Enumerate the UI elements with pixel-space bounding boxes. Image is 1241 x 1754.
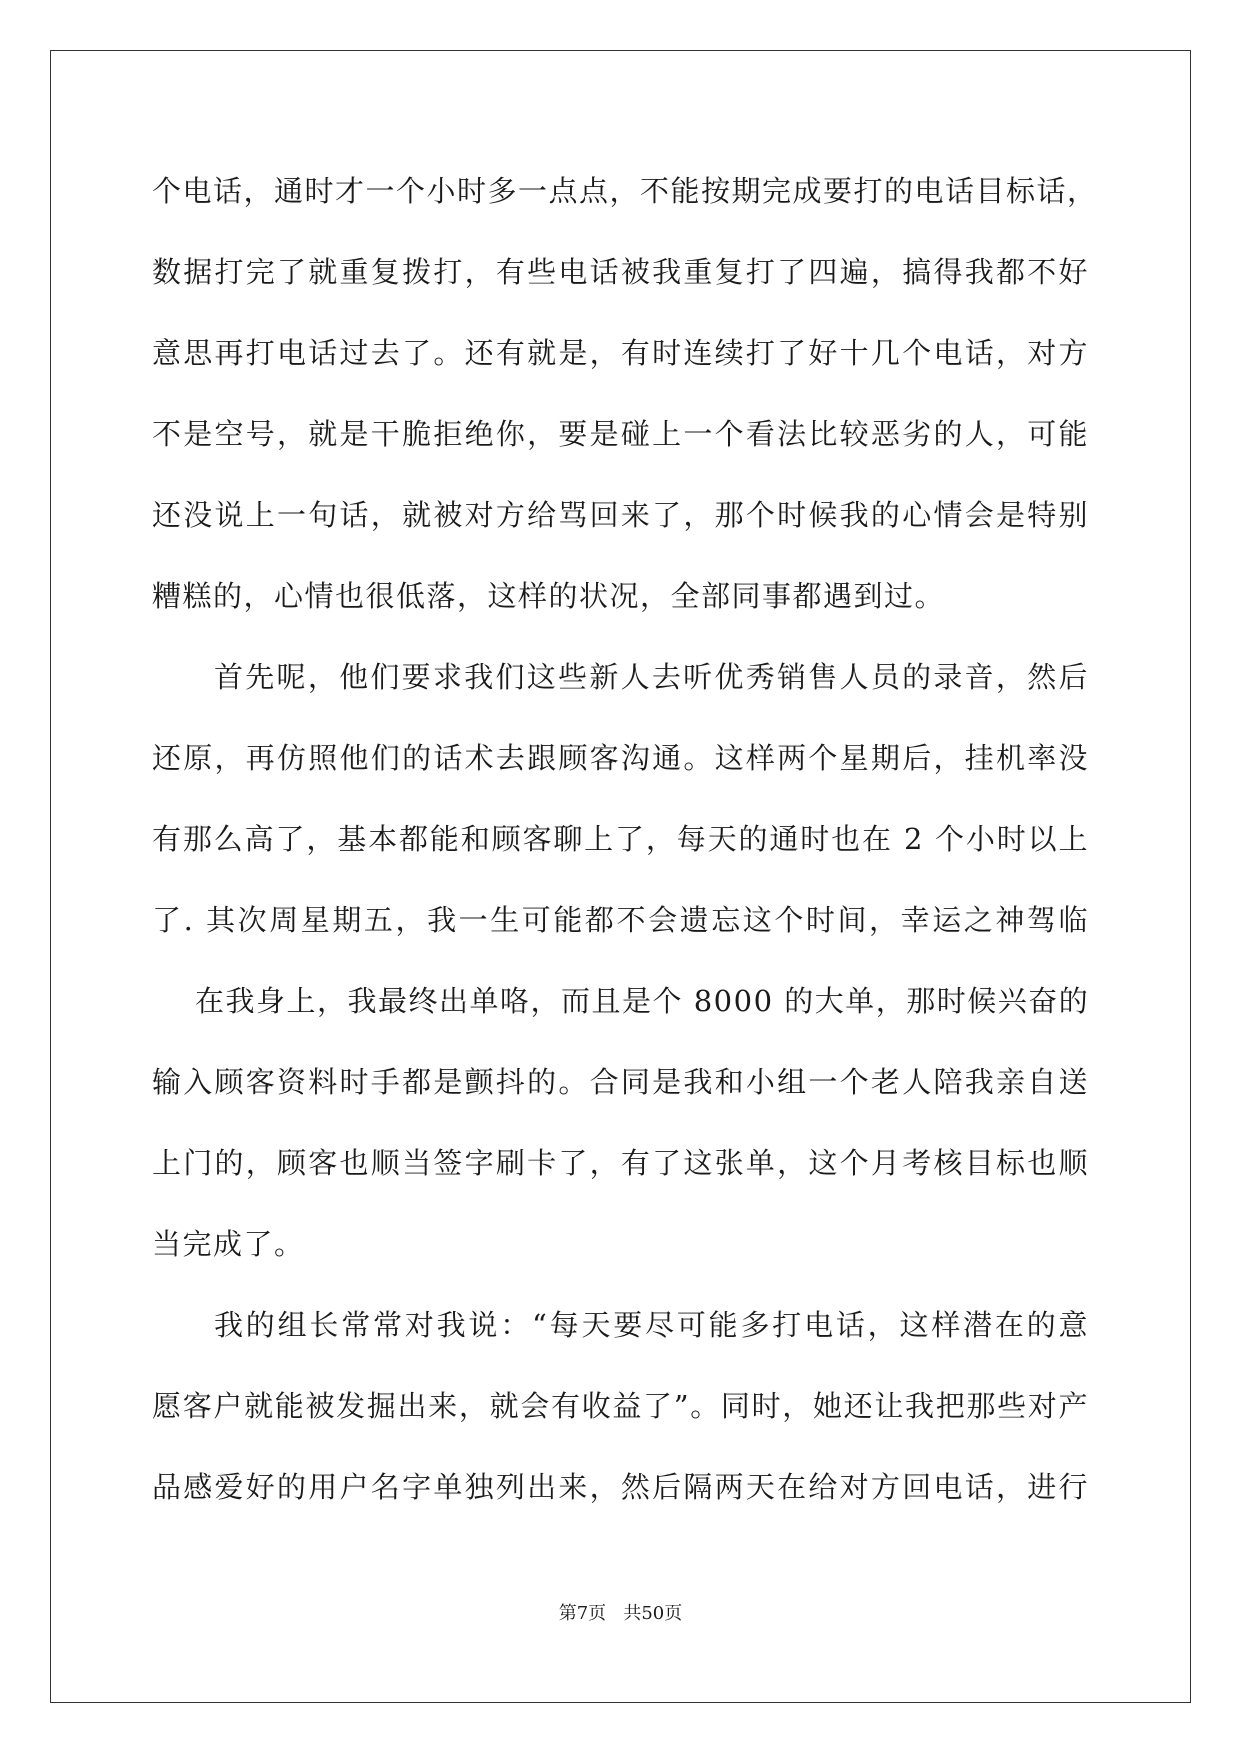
text-line: 还没说上一句话，就被对方给骂回来了，那个时候我的心情会是特别 bbox=[152, 498, 1089, 532]
page-border bbox=[50, 50, 1191, 1703]
text-line: 品感爱好的用户名字单独列出来，然后隔两天在给对方回电话，进行 bbox=[152, 1470, 1089, 1504]
text-line: 上门的，顾客也顺当签字刷卡了，有了这张单，这个月考核目标也顺 bbox=[152, 1146, 1089, 1180]
text-line: 意思再打电话过去了。还有就是，有时连续打了好十几个电话，对方 bbox=[152, 336, 1089, 370]
text-line: 输入顾客资料时手都是颤抖的。合同是我和小组一个老人陪我亲自送 bbox=[152, 1065, 1089, 1099]
paragraph-first-line: 我的组长常常对我说：“每天要尽可能多打电话，这样潜在的意 bbox=[214, 1308, 1089, 1342]
text-line: 愿客户就能被发掘出来，就会有收益了”。同时，她还让我把那些对产 bbox=[152, 1389, 1089, 1423]
text-line: 还原，再仿照他们的话术去跟顾客沟通。这样两个星期后，挂机率没 bbox=[152, 741, 1089, 775]
text-line: 糟糕的，心情也很低落，这样的状况，全部同事都遇到过。 bbox=[152, 579, 946, 613]
text-line: 个电话，通时才一个小时多一点点，不能按期完成要打的电话目标话， bbox=[152, 174, 1098, 208]
text-line: 当完成了。 bbox=[152, 1227, 305, 1261]
text-line: 不是空号，就是干脆拒绝你，要是碰上一个看法比较恶劣的人，可能 bbox=[152, 417, 1089, 451]
text-line: 在我身上，我最终出单咯，而且是个 8000 的大单，那时候兴奋的 bbox=[195, 984, 1090, 1018]
page-footer: 第7页 共50页 bbox=[558, 1603, 683, 1624]
text-line: 数据打完了就重复拨打，有些电话被我重复打了四遍，搞得我都不好 bbox=[152, 255, 1089, 289]
text-line: 了. 其次周星期五，我一生可能都不会遗忘这个时间，幸运之神驾临 bbox=[152, 903, 1089, 937]
paragraph-first-line: 首先呢，他们要求我们这些新人去听优秀销售人员的录音，然后 bbox=[214, 660, 1089, 694]
text-line: 有那么高了，基本都能和顾客聊上了，每天的通时也在 2 个小时以上 bbox=[152, 822, 1089, 856]
